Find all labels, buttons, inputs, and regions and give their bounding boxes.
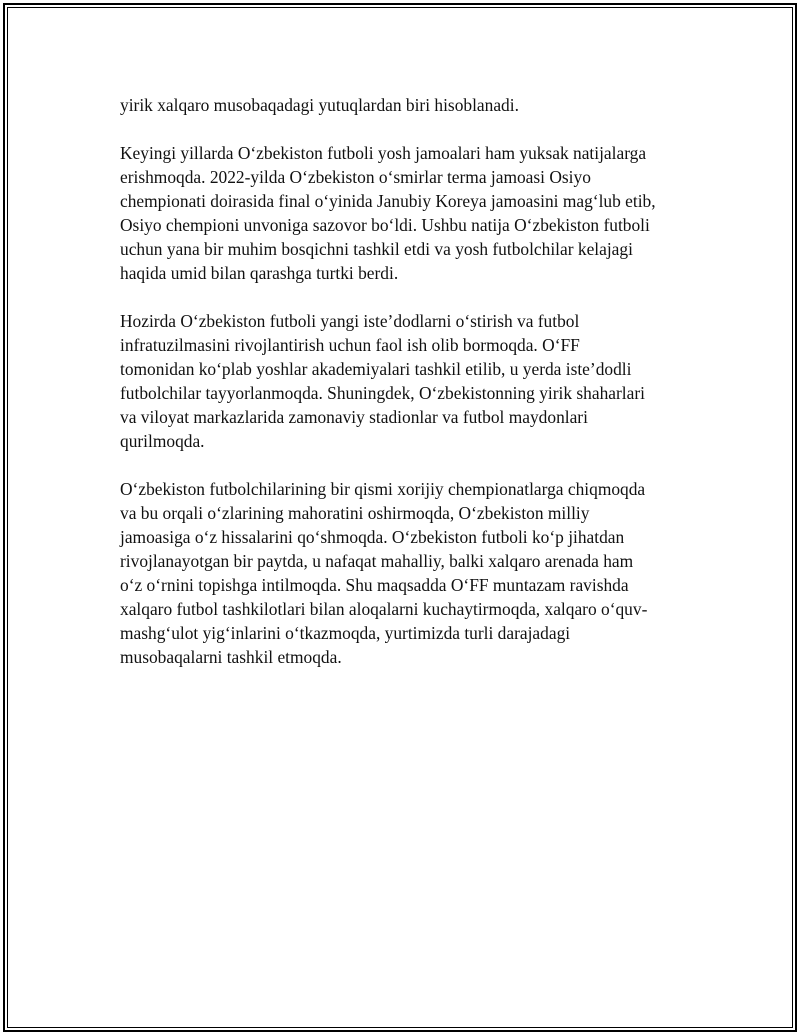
text-line: Hozirda O‘zbekiston futboli yangi iste’dodlarni o‘stirish va futbol — [120, 311, 580, 331]
paragraph-4 — [120, 477, 700, 669]
paragraph-1 — [120, 93, 700, 117]
text-line: va bu orqali o‘zlarining mahoratini oshirmoqda, O‘zbekiston milliy — [120, 503, 590, 523]
page-frame — [3, 3, 797, 1032]
text-line: xalqaro futbol tashkilotlari bilan aloqalarni kuchaytirmoqda, xalqaro o‘quv- — [120, 599, 648, 619]
text-line: Keyingi yillarda O‘zbekiston futboli yosh jamoalari ham yuksak natijalarga — [120, 143, 647, 163]
text-line: yirik xalqaro musobaqadagi yutuqlardan biri hisoblanadi. — [120, 95, 519, 115]
text-line: uchun yana bir muhim bosqichni tashkil etdi va yosh futbolchilar kelajagi — [120, 239, 633, 259]
text-line: Osiyo chempioni unvoniga sazovor bo‘ldi. Ushbu natija O‘zbekiston futboli — [120, 215, 650, 235]
text-line: erishmoqda. 2022-yilda O‘zbekiston o‘smirlar terma jamoasi Osiyo — [120, 167, 591, 187]
text-line: tomonidan ko‘plab yoshlar akademiyalari tashkil etilib, u yerda iste’dodli — [120, 359, 632, 379]
text-line: mashg‘ulot yig‘inlarini o‘tkazmoqda, yurtimizda turli darajadagi — [120, 623, 571, 643]
text-line: musobaqalarni tashkil etmoqda. — [120, 647, 342, 667]
text-line: qurilmoqda. — [120, 431, 205, 451]
text-line: futbolchilar tayyorlanmoqda. Shuningdek, O‘zbekistonning yirik shaharlari — [120, 383, 645, 403]
text-line: jamoasiga o‘z hissalarini qo‘shmoqda. O‘zbekiston futboli ko‘p jihatdan — [120, 527, 625, 547]
paragraph-2 — [120, 141, 700, 285]
text-line: o‘z o‘rnini topishga intilmoqda. Shu maqsadda O‘FF muntazam ravishda — [120, 575, 629, 595]
document-body — [120, 93, 700, 693]
text-line: chempionati doirasida final o‘yinida Janubiy Koreya jamoasini mag‘lub etib, — [120, 191, 656, 211]
text-line: va viloyat markazlarida zamonaviy stadionlar va futbol maydonlari — [120, 407, 588, 427]
text-line: rivojlanayotgan bir paytda, u nafaqat mahalliy, balki xalqaro arenada ham — [120, 551, 634, 571]
text-line: O‘zbekiston futbolchilarining bir qismi xorijiy chempionatlarga chiqmoqda — [120, 479, 646, 499]
text-line: haqida umid bilan qarashga turtki berdi. — [120, 263, 399, 283]
paragraph-3 — [120, 309, 700, 453]
text-line: infratuzilmasini rivojlantirish uchun faol ish olib bormoqda. O‘FF — [120, 335, 580, 355]
